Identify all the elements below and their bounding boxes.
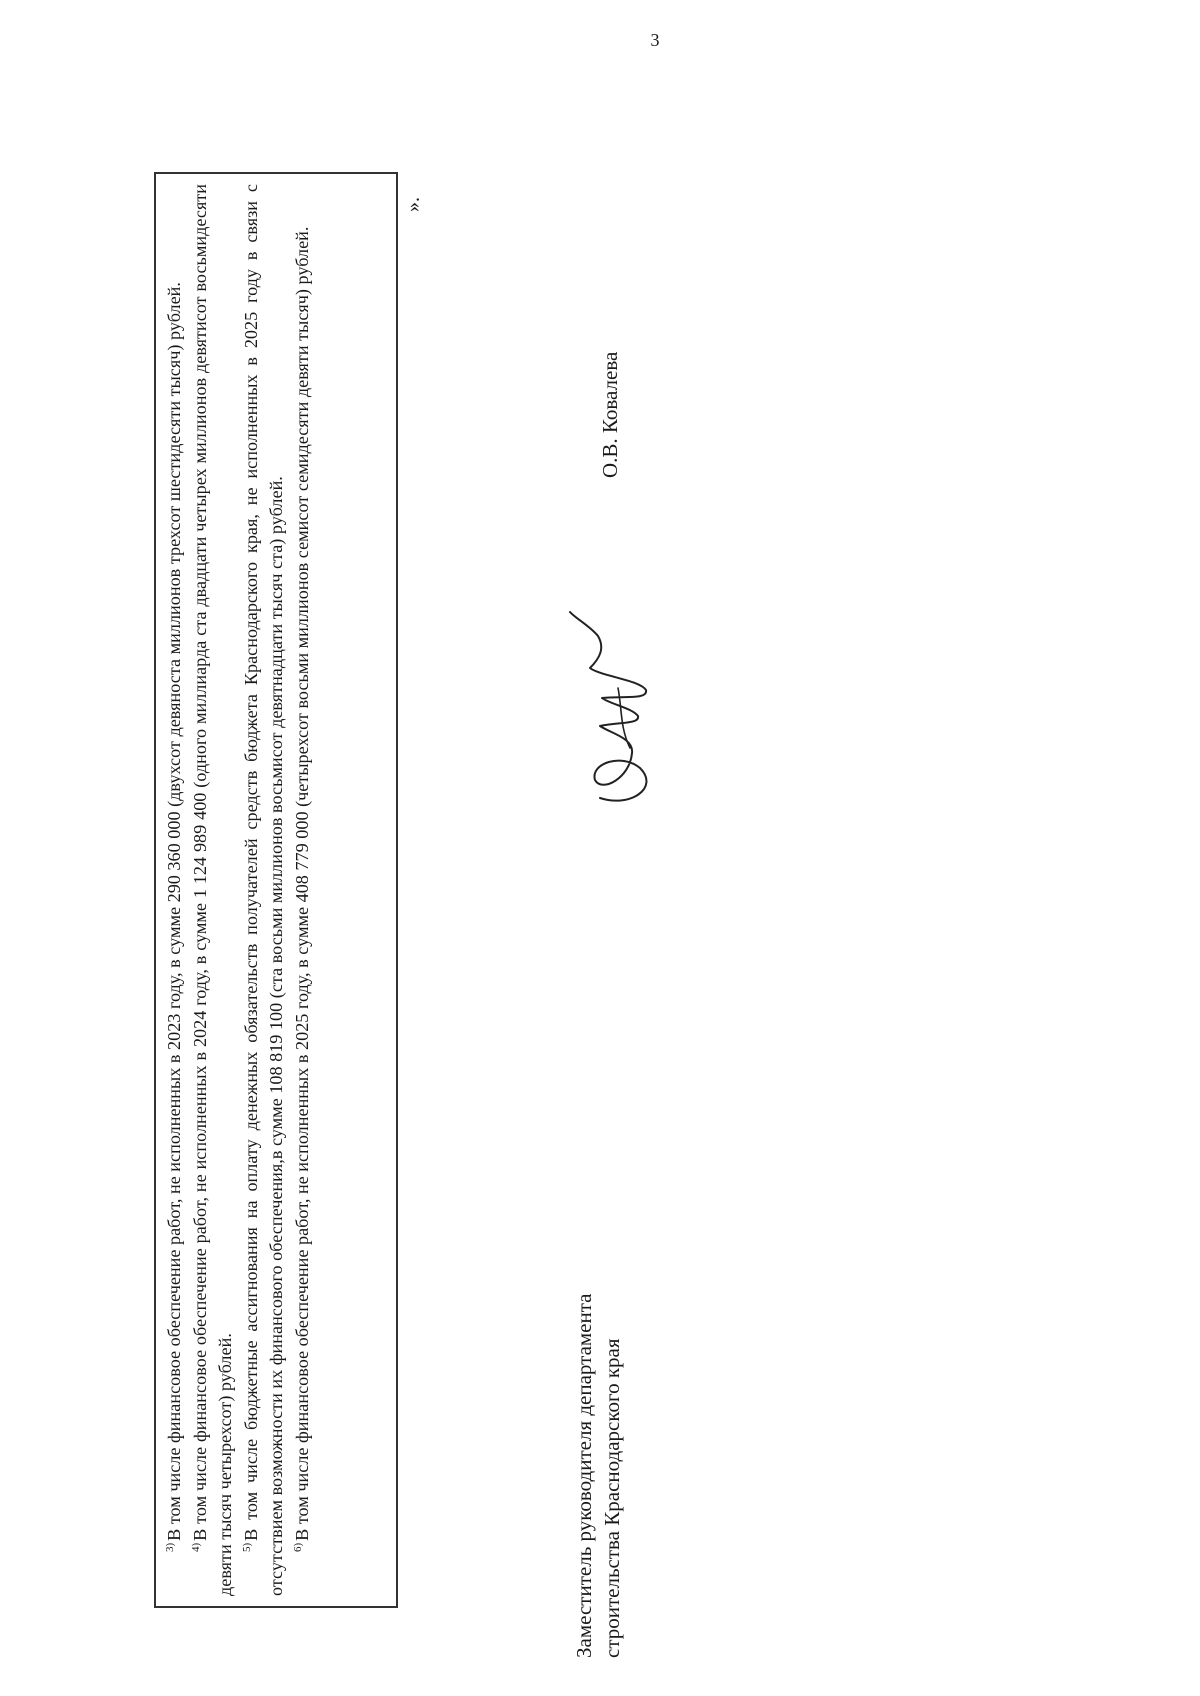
signer-title-line-1: Заместитель руководителя департамента bbox=[572, 1293, 596, 1658]
closing-quote: ». bbox=[402, 197, 424, 212]
signer-name: О.В. Ковалева bbox=[598, 351, 622, 478]
footnote-text: В том числе финансовое обеспечение работ, не исполненных в 2024 году, в сумме 1 124 989 400 (одного миллиарда ста двадцати четырех миллионов девятисот восьмидесяти девяти тысяч четырехсот) рублей. bbox=[189, 184, 235, 1596]
footnote-marker: 6) bbox=[291, 1542, 304, 1552]
footnote-marker: 3) bbox=[164, 1542, 176, 1552]
footnote-5 bbox=[239, 184, 290, 1596]
footnote-text: В том числе финансовое обеспечение работ, не исполненных в 2023 году, в сумме 290 360 000 (двухсот девяноста миллионов трехсот шестидесяти тысяч) рублей. bbox=[164, 282, 184, 1541]
page-number: 3 bbox=[650, 30, 660, 50]
footnote-4 bbox=[188, 184, 239, 1596]
signer-title bbox=[570, 1294, 626, 1659]
footnotes-box bbox=[154, 172, 398, 1608]
footnote-text: В том числе финансовое обеспечение работ, не исполненных в 2025 году, в сумме 408 779 000 (четырехсот восьми миллионов семисот семидесяти девяти тысяч) рублей. bbox=[291, 226, 312, 1541]
signer-title-line-2: строительства Краснодарского края bbox=[600, 1338, 624, 1658]
footnote-text: В том числе бюджетные ассигнования на оплату денежных обязательств получателей средств бюджета Краснодарского края, не исполненных в 2025 году в связи с отсутствием возможности их финансового обеспечения,в сумме 108 819 100 (ста восьми миллионов восьмисот девятнадцати тысяч ста) рублей. bbox=[240, 184, 286, 1596]
footnote-6 bbox=[290, 184, 316, 1596]
footnote-3 bbox=[162, 184, 188, 1596]
footnote-marker: 4) bbox=[189, 1542, 202, 1552]
handwritten-signature bbox=[560, 608, 690, 808]
rotated-page-content bbox=[90, 90, 1150, 1688]
footnote-marker: 5) bbox=[240, 1542, 253, 1552]
